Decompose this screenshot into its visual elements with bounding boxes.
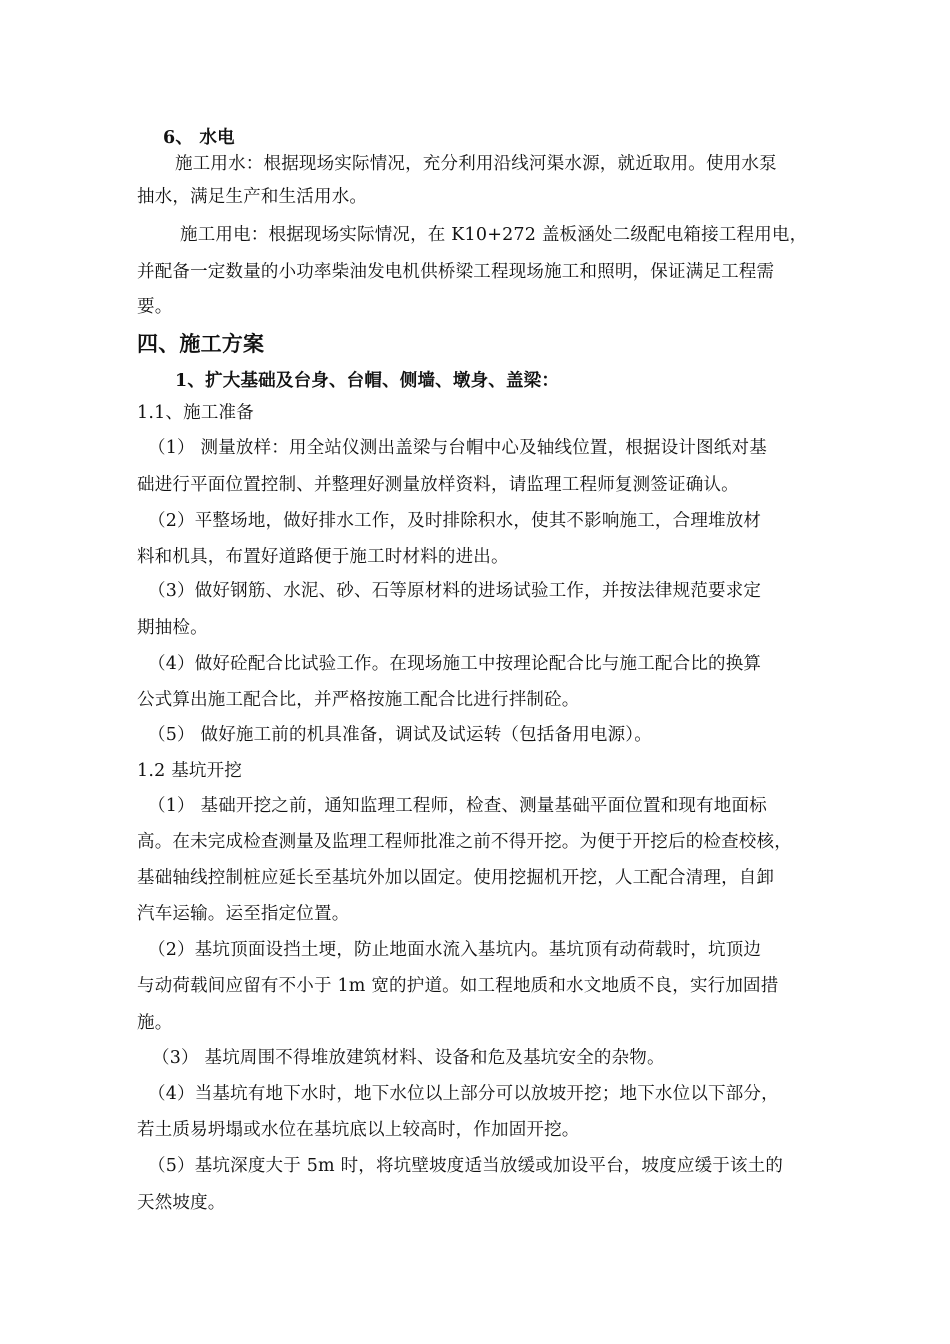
prep-item-3-line-1: （3）做好钢筋、水泥、砂、石等原材料的进场试验工作，并按法律规范要求定 xyxy=(148,581,762,601)
section-4-title: 四、施工方案 xyxy=(137,331,265,356)
excavation-item-5-line-2: 天然坡度。 xyxy=(137,1193,226,1213)
prep-item-4-line-2: 公式算出施工配合比，并严格按施工配合比进行拌制砼。 xyxy=(137,690,580,710)
excavation-item-2-line-1: （2）基坑顶面设挡土埂，防止地面水流入基坑内。基坑顶有动荷载时，坑顶边 xyxy=(148,940,762,960)
section-6-heading: 6、 水电 xyxy=(163,128,235,148)
excavation-item-4-line-2: 若土质易坍塌或水位在基坑底以上较高时，作加固开挖。 xyxy=(137,1120,580,1140)
power-paragraph-line-2: 并配备一定数量的小功率柴油发电机供桥梁工程现场施工和照明，保证满足工程需 xyxy=(137,262,775,282)
excavation-item-1-line-2: 高。在未完成检查测量及监理工程师批准之前不得开挖。为便于开挖后的检查校核， xyxy=(137,832,792,852)
prep-item-1-line-1: （1） 测量放样：用全站仪测出盖梁与台帽中心及轴线位置，根据设计图纸对基 xyxy=(148,438,767,458)
excavation-item-1-line-4: 汽车运输。运至指定位置。 xyxy=(137,904,350,924)
power-paragraph-line-3: 要。 xyxy=(137,297,173,317)
prep-item-5-line-1: （5） 做好施工前的机具准备，调试及试运转（包括备用电源）。 xyxy=(148,725,652,745)
excavation-item-1-line-3: 基础轴线控制桩应延长至基坑外加以固定。使用挖掘机开挖，人工配合清理，自卸 xyxy=(137,868,775,888)
prep-item-1-line-2: 础进行平面位置控制、并整理好测量放样资料，请监理工程师复测签证确认。 xyxy=(137,475,739,495)
prep-item-2-line-1: （2）平整场地，做好排水工作，及时排除积水，使其不影响施工，合理堆放材 xyxy=(148,511,762,531)
subsection-1-heading: 1、扩大基础及台身、台帽、侧墙、墩身、盖梁： xyxy=(175,371,560,391)
power-paragraph-line-1: 施工用电：根据现场实际情况，在 K10+272 盖板涵处二级配电箱接工程用电， xyxy=(180,225,808,245)
excavation-heading: 1.2 基坑开挖 xyxy=(137,761,242,781)
excavation-item-5-line-1: （5）基坑深度大于 5m 时，将坑壁坡度适当放缓或加设平台，坡度应缓于该土的 xyxy=(148,1156,784,1176)
water-paragraph-line-1: 施工用水：根据现场实际情况，充分利用沿线河渠水源，就近取用。使用水泵 xyxy=(175,154,777,174)
prep-item-4-line-1: （4）做好砼配合比试验工作。在现场施工中按理论配合比与施工配合比的换算 xyxy=(148,654,762,674)
prep-heading: 1.1、施工准备 xyxy=(137,403,254,423)
excavation-item-1-line-1: （1） 基础开挖之前，通知监理工程师，检查、测量基础平面位置和现有地面标 xyxy=(148,796,767,816)
excavation-item-3-line-1: （3） 基坑周围不得堆放建筑材料、设备和危及基坑安全的杂物。 xyxy=(152,1048,665,1068)
excavation-item-4-line-1: （4）当基坑有地下水时，地下水位以上部分可以放坡开挖；地下水位以下部分， xyxy=(148,1084,779,1104)
prep-item-3-line-2: 期抽检。 xyxy=(137,618,208,638)
water-paragraph-line-2: 抽水，满足生产和生活用水。 xyxy=(137,187,368,207)
excavation-item-2-line-2: 与动荷载间应留有不小于 1m 宽的护道。如工程地质和水文地质不良，实行加固措 xyxy=(137,976,779,996)
excavation-item-2-line-3: 施。 xyxy=(137,1013,173,1033)
prep-item-2-line-2: 料和机具，布置好道路便于施工时材料的进出。 xyxy=(137,547,509,567)
